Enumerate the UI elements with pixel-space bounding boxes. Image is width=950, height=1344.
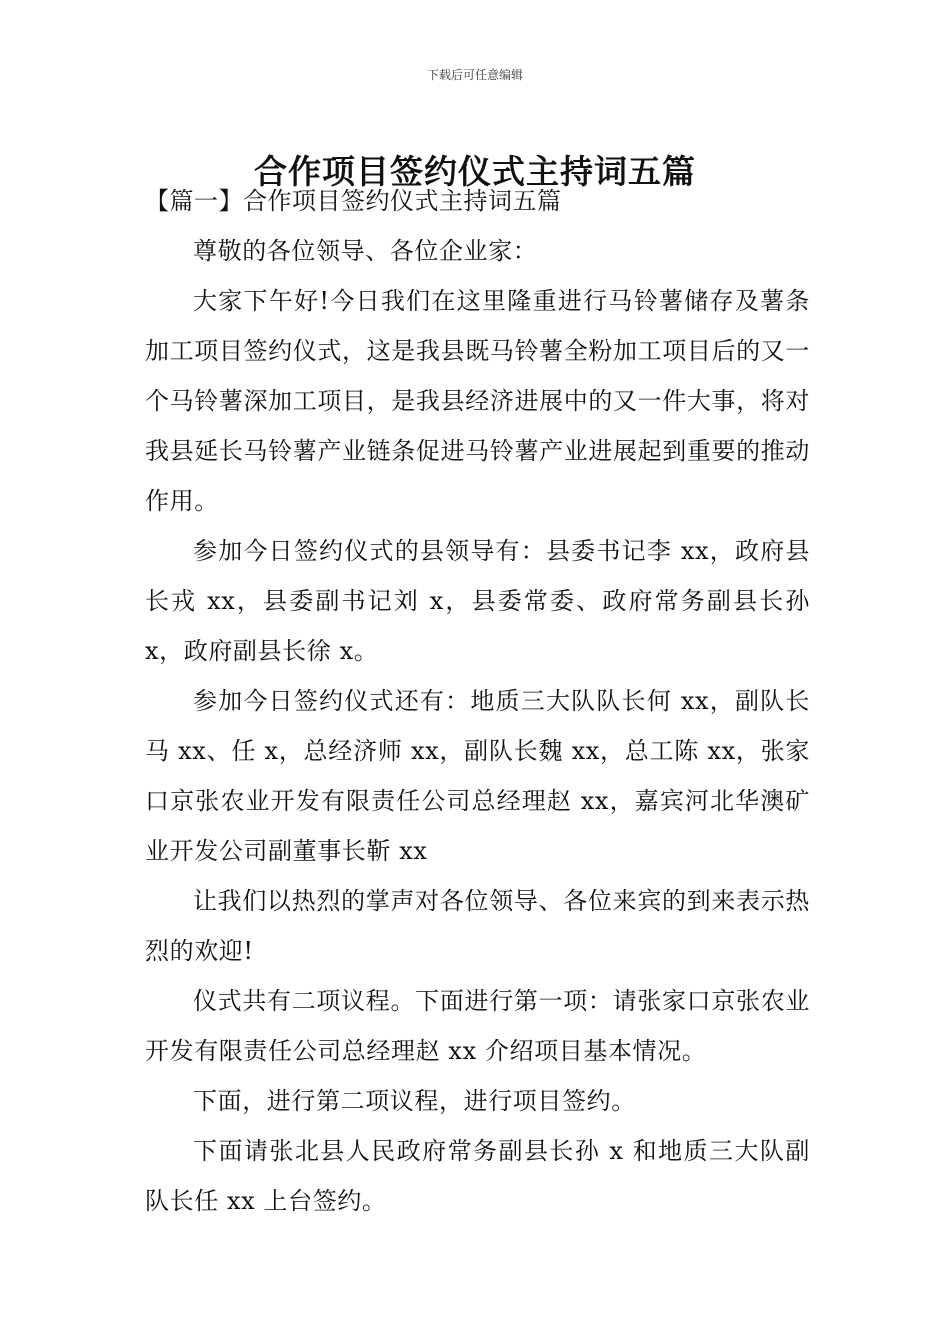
paragraph: 让我们以热烈的掌声对各位领导、各位来宾的到来表示热烈的欢迎! [145,887,810,965]
paragraph-greeting: 尊敬的各位领导、各位企业家： [193,237,538,265]
section-heading: 【篇一】合作项目签约仪式主持词五篇 [145,187,562,215]
document-title: 合作项目签约仪式主持词五篇 [254,152,696,192]
paragraph: 下面请张北县人民政府常务副县长孙 x 和地质三大队副队长任 xx 上台签约。 [145,1137,810,1215]
paragraph: 参加今日签约仪式还有：地质三大队队长何 xx，副队长马 xx、任 x，总经济师 xx，副队长魏 xx，总工陈 xx，张家口京张农业开发有限责任公司总经理赵 xx，嘉宾河北华澳矿业开发公司副董事长靳 xx [145,687,810,865]
paragraph: 参加今日签约仪式的县领导有：县委书记李 xx，政府县长戎 xx，县委副书记刘 x，县委常委、政府常务副县长孙 x，政府副县长徐 x。 [145,537,810,665]
paragraph: 大家下午好!今日我们在这里隆重进行马铃薯储存及薯条加工项目签约仪式，这是我县既马铃薯全粉加工项目后的又一个马铃薯深加工项目，是我县经济进展中的又一件大事，将对我县延长马铃薯产业链条促进马铃薯产业进展起到重要的推动作用。 [145,287,810,515]
paragraph: 仪式共有二项议程。下面进行第一项：请张家口京张农业开发有限责任公司总经理赵 xx 介绍项目基本情况。 [145,987,810,1065]
header-note: 下载后可任意编辑 [426,68,523,82]
paragraph: 下面，进行第二项议程，进行项目签约。 [193,1087,636,1115]
document-body [145,176,810,1226]
